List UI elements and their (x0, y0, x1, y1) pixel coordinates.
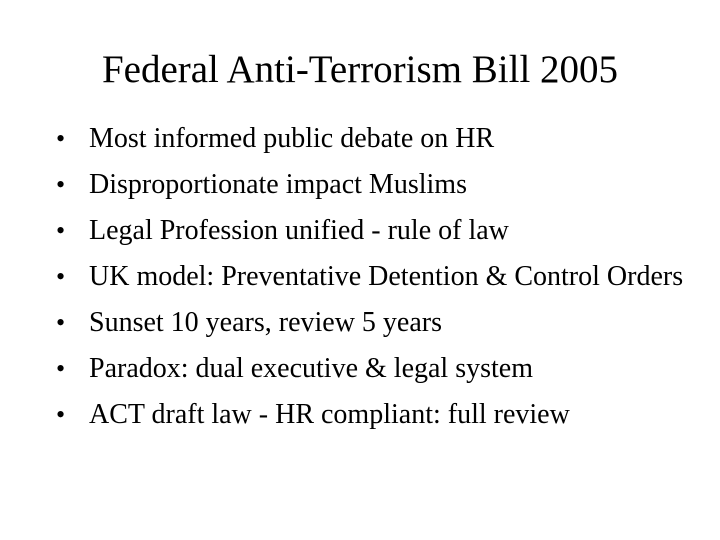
slide-title: Federal Anti-Terrorism Bill 2005 (101, 48, 619, 91)
bullet-text: Most informed public debate on HR (89, 123, 495, 154)
bullet-item (56, 213, 706, 248)
bullet-item (56, 397, 706, 432)
bullet-text: UK model: Preventative Detention & Control Orders (89, 261, 684, 292)
bullet-item (56, 259, 706, 294)
bullet-icon: • (56, 216, 66, 245)
bullet-list (56, 121, 706, 443)
bullet-icon: • (56, 170, 66, 199)
bullet-icon: • (56, 124, 66, 153)
bullet-text: Paradox: dual executive & legal system (89, 353, 533, 384)
bullet-item (56, 351, 706, 386)
bullet-text: Legal Profession unified - rule of law (89, 215, 509, 246)
bullet-text: Disproportionate impact Muslims (89, 169, 467, 200)
bullet-item (56, 121, 706, 156)
bullet-text: ACT draft law - HR compliant: full review (89, 399, 570, 430)
bullet-icon: • (56, 308, 66, 337)
bullet-text: Sunset 10 years, review 5 years (89, 307, 443, 338)
bullet-item (56, 305, 706, 340)
bullet-icon: • (56, 400, 66, 429)
bullet-icon: • (56, 262, 66, 291)
bullet-icon: • (56, 354, 66, 383)
bullet-item (56, 167, 706, 202)
